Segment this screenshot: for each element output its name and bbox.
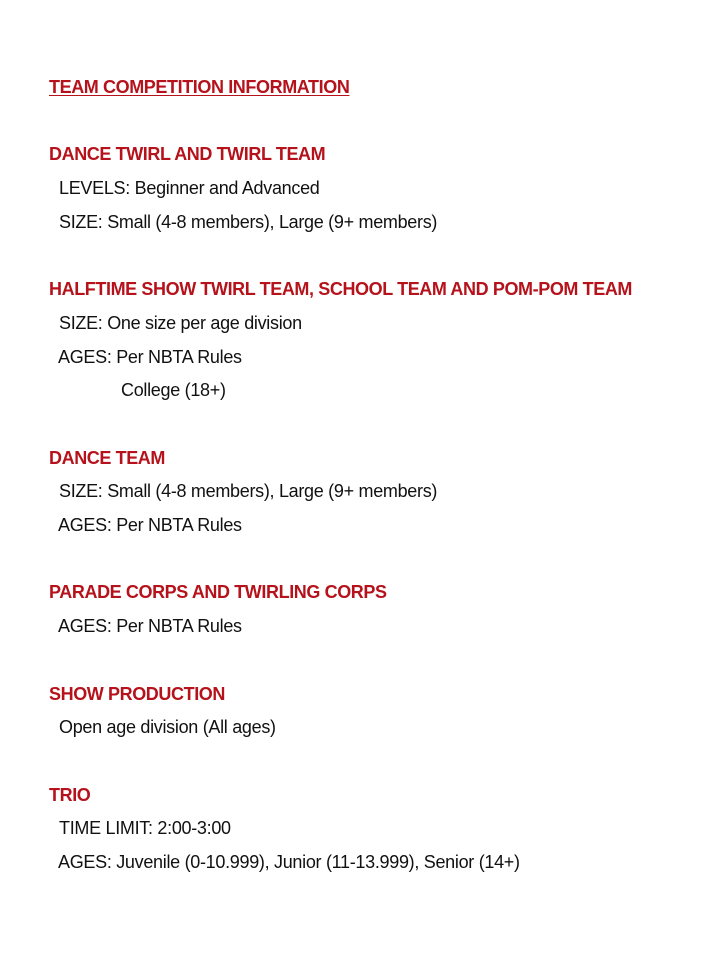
dance-twirl-levels: LEVELS: Beginner and Advanced	[59, 178, 320, 198]
section-heading-dance-twirl: DANCE TWIRL AND TWIRL TEAM	[49, 144, 326, 164]
halftime-size: SIZE: One size per age division	[59, 313, 302, 333]
halftime-ages-college: College (18+)	[121, 380, 226, 400]
section-heading-show-production: SHOW PRODUCTION	[49, 684, 225, 704]
show-production-ages: Open age division (All ages)	[59, 717, 276, 737]
section-heading-dance-team: DANCE TEAM	[49, 448, 165, 468]
section-heading-trio: TRIO	[49, 785, 91, 805]
dance-twirl-size: SIZE: Small (4-8 members), Large (9+ members)	[59, 212, 438, 232]
page-title: TEAM COMPETITION INFORMATION	[49, 77, 350, 97]
trio-ages: AGES: Juvenile (0-10.999), Junior (11-13.999), Senior (14+)	[58, 852, 520, 872]
trio-time-limit: TIME LIMIT: 2:00-3:00	[59, 818, 231, 838]
dance-team-ages: AGES: Per NBTA Rules	[58, 515, 242, 535]
dance-team-size: SIZE: Small (4-8 members), Large (9+ members)	[59, 481, 438, 501]
parade-corps-ages: AGES: Per NBTA Rules	[58, 616, 242, 636]
section-heading-halftime-show: HALFTIME SHOW TWIRL TEAM, SCHOOL TEAM AND POM-POM TEAM	[49, 279, 633, 299]
section-heading-parade-corps: PARADE CORPS AND TWIRLING CORPS	[49, 582, 387, 602]
halftime-ages: AGES: Per NBTA Rules	[58, 347, 242, 367]
